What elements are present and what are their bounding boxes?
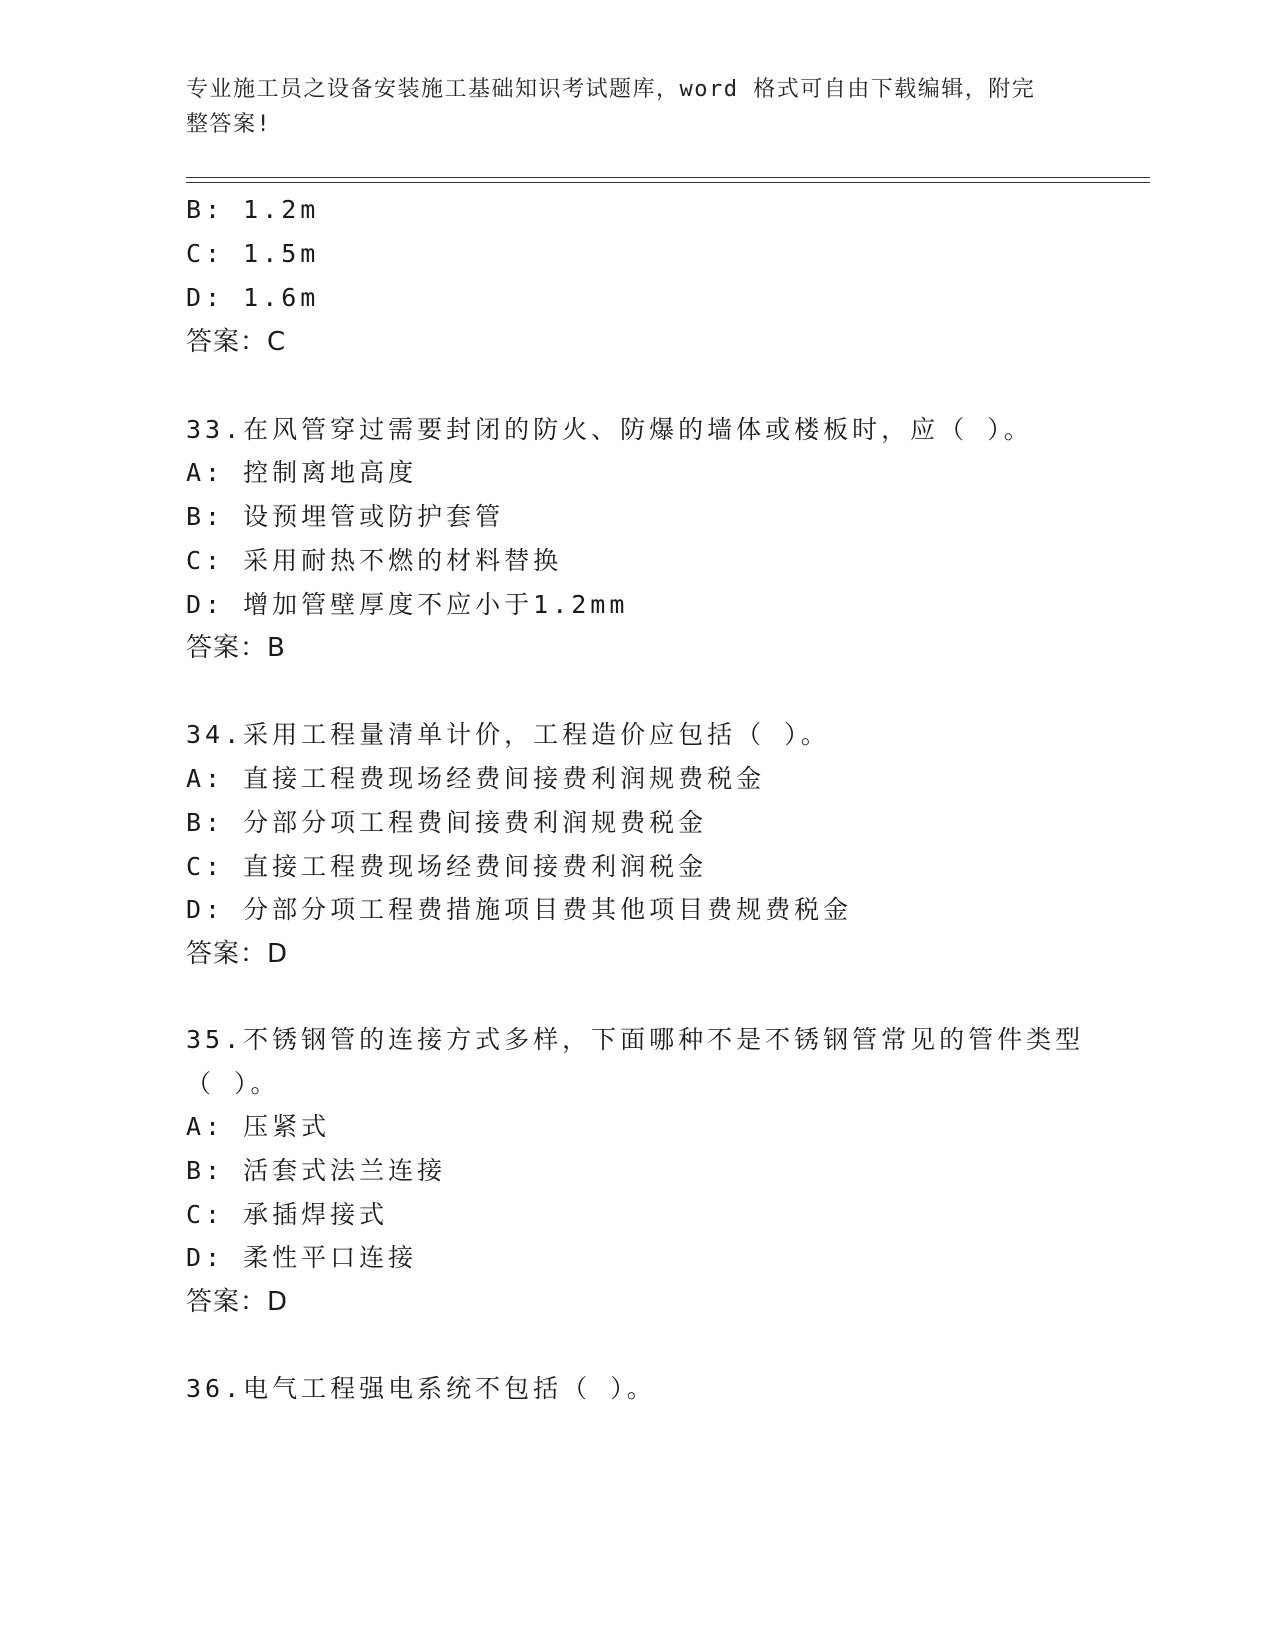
q32-option-c: C: 1.5m xyxy=(186,239,320,268)
q33-option-a: A: 控制离地高度 xyxy=(186,458,418,487)
header-line-2: 整答案! xyxy=(186,112,272,137)
q35-stem-line-2: （ ）。 xyxy=(186,1069,280,1098)
q34-option-b: B: 分部分项工程费间接费利润规费税金 xyxy=(186,808,708,837)
q34-answer: 答案：D xyxy=(186,939,289,969)
q33-option-d: D: 增加管壁厚度不应小于1.2mm xyxy=(186,590,629,619)
q35-option-d: D: 柔性平口连接 xyxy=(186,1243,418,1272)
header-line-1: 专业施工员之设备安装施工基础知识考试题库，word 格式可自由下载编辑，附完 xyxy=(186,77,1036,102)
q33-stem: 33.在风管穿过需要封闭的防火、防爆的墙体或楼板时，应（ ）。 xyxy=(186,415,1033,444)
header-rule-top xyxy=(186,177,1150,178)
q32-answer: 答案：C xyxy=(186,327,287,357)
q33-option-b: B: 设预埋管或防护套管 xyxy=(186,502,505,531)
q35-stem-line-1: 35.不锈钢管的连接方式多样，下面哪种不是不锈钢管常见的管件类型 xyxy=(186,1025,1085,1054)
q33-answer: 答案：B xyxy=(186,633,286,663)
q34-stem: 34.采用工程量清单计价，工程造价应包括（ ）。 xyxy=(186,720,830,749)
q33-option-c: C: 采用耐热不燃的材料替换 xyxy=(186,546,563,575)
q35-option-a: A: 压紧式 xyxy=(186,1112,331,1141)
q34-option-d: D: 分部分项工程费措施项目费其他项目费规费税金 xyxy=(186,895,853,924)
q34-option-a: A: 直接工程费现场经费间接费利润规费税金 xyxy=(186,764,766,793)
q35-option-c: C: 承插焊接式 xyxy=(186,1200,389,1229)
q36-stem: 36.电气工程强电系统不包括（ ）。 xyxy=(186,1374,656,1403)
q35-option-b: B: 活套式法兰连接 xyxy=(186,1156,447,1185)
q32-option-b: B: 1.2m xyxy=(186,195,320,224)
header-rule-bottom xyxy=(186,182,1150,183)
q34-option-c: C: 直接工程费现场经费间接费利润税金 xyxy=(186,852,708,881)
q32-option-d: D: 1.6m xyxy=(186,283,320,312)
q35-answer: 答案：D xyxy=(186,1287,289,1317)
document-header xyxy=(186,72,1066,142)
